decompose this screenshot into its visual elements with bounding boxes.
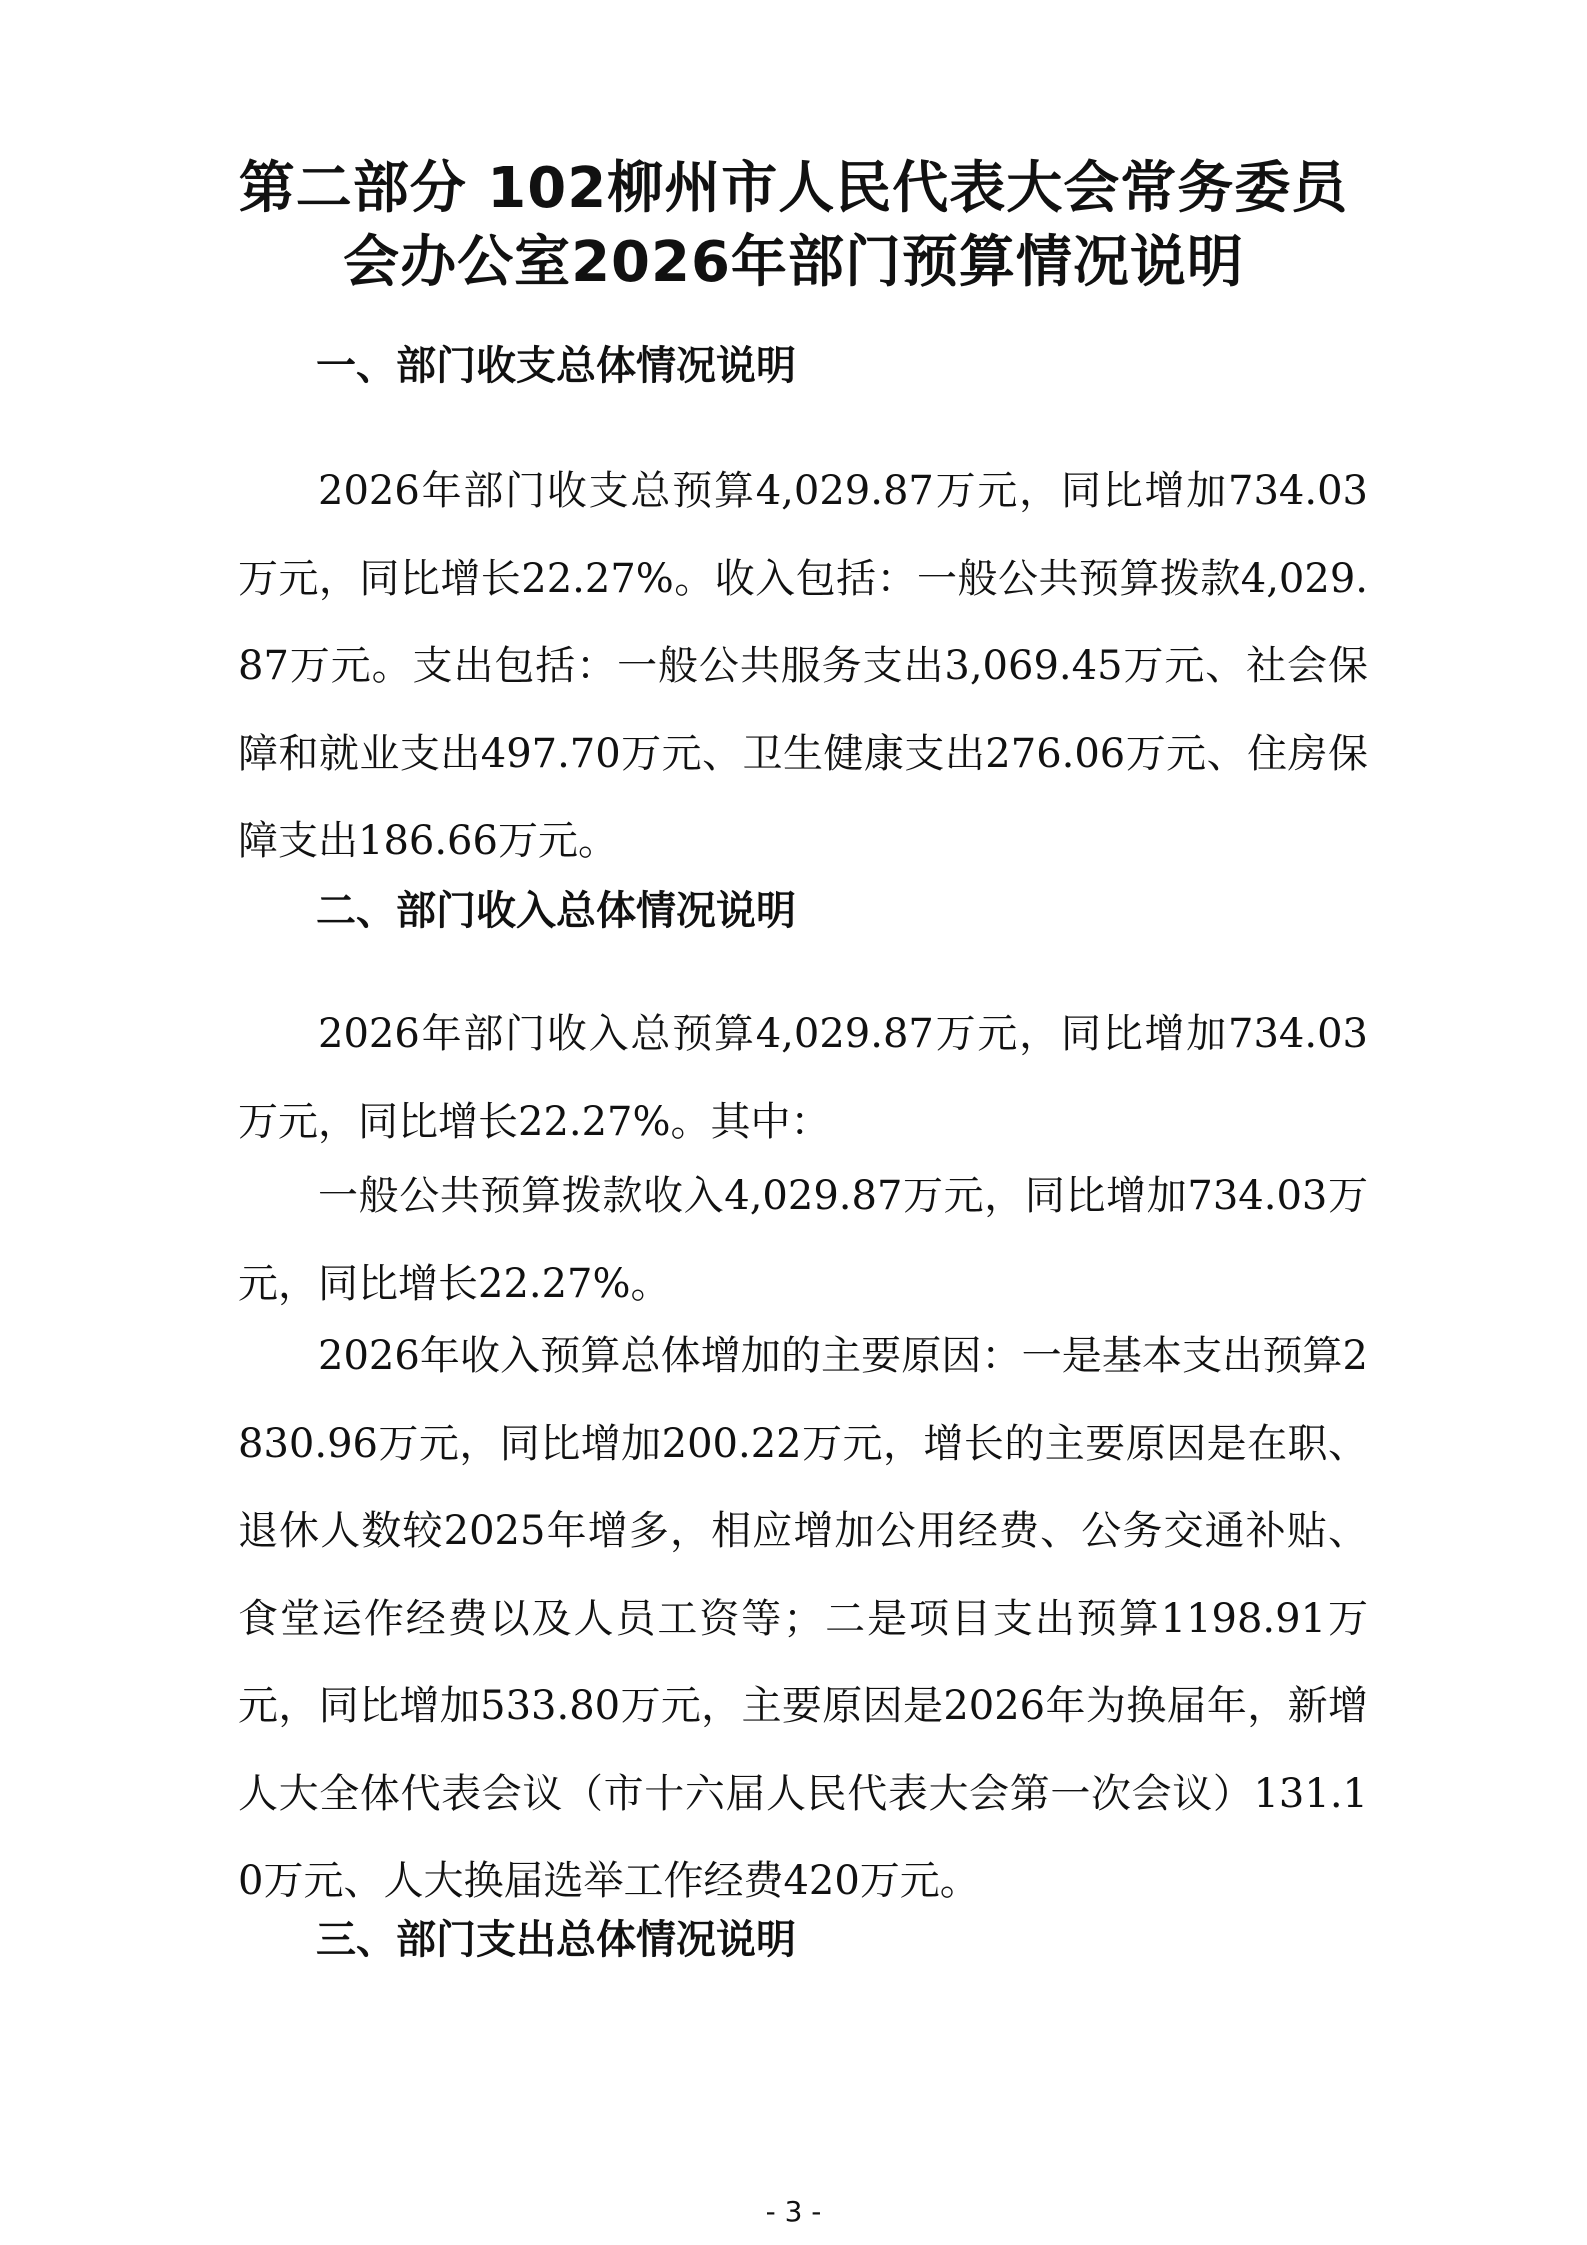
section-2-paragraph-3: 2026年收入预算总体增加的主要原因：一是基本支出预算2830.96万元，同比增加200.22万元，增长的主要原因是在职、退休人数较2025年增多，相应增加公用经费、公务交通补贴、食堂运作经费以及人员工资等；二是项目支出预算1198.91万元，同比增加533.80万元，主要原因是2026年为换届年，新增人大全体代表会议（市十六届人民代表大会第一次会议）131.10万元、人大换届选举工作经费420万元。: [238, 1333, 1368, 1904]
page-number: - 3 -: [765, 2195, 822, 2228]
section-heading-3: 三、部门支出总体情况说明: [316, 1917, 796, 1963]
section-1-paragraph-1: 2026年部门收支总预算4,029.87万元，同比增加734.03万元，同比增长22.27%。收入包括：一般公共预算拨款4,029.87万元。支出包括：一般公共服务支出3,069.45万元、社会保障和就业支出497.70万元、卫生健康支出276.06万元、住房保障支出186.66万元。: [238, 468, 1368, 864]
title-line-2: 会办公室2026年部门预算情况说明: [343, 230, 1244, 295]
page-title: [180, 152, 1407, 300]
section-2-paragraph-2: 一般公共预算拨款收入4,029.87万元，同比增加734.03万元，同比增长22.27%。: [238, 1173, 1368, 1307]
section-heading-1: 一、部门收支总体情况说明: [316, 343, 796, 389]
section-heading-2: 二、部门收入总体情况说明: [316, 888, 796, 934]
section-2-paragraph-1: 2026年部门收入总预算4,029.87万元，同比增加734.03万元，同比增长22.27%。其中：: [238, 1011, 1368, 1145]
title-line-1: 第二部分 102柳州市人民代表大会常务委员: [238, 156, 1349, 221]
